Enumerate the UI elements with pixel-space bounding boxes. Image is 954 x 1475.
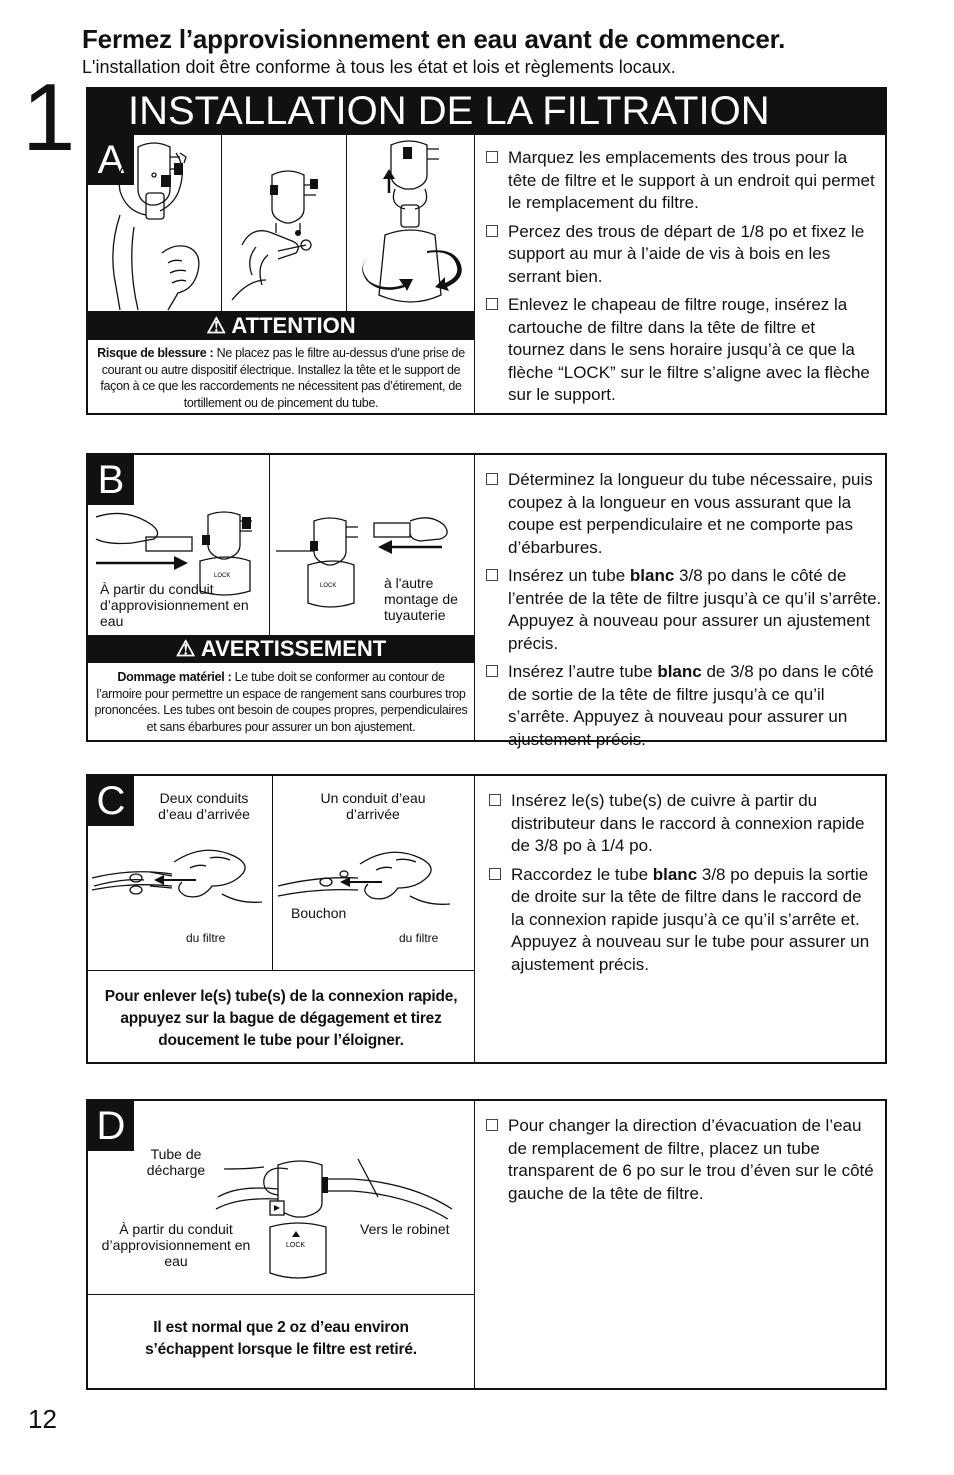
section-b-letter: B — [88, 455, 134, 505]
list-item: Insérez le(s) tube(s) de cuivre à partir du distributeur dans le raccord à connexion rapide de 3/8 po à 1/4 po. — [489, 790, 879, 858]
section-a-panel — [86, 133, 887, 415]
section-b-warning-bar: ⚠ AVERTISSEMENT — [88, 635, 474, 663]
illustration-two-tubes — [90, 852, 270, 942]
list-item: Insérez l’autre tube blanc de 3/8 po dans le côté de sortie de la tête de filtre jusqu’à ce qu’il s’arrête. Appuyez à nouveau pour assurer un ajustement précis. — [486, 661, 882, 751]
section-c-steps — [489, 790, 879, 982]
checkbox[interactable] — [486, 225, 498, 237]
label-supply: À partir du conduit d’approvisionnement en eau — [101, 1221, 251, 1269]
list-item: Marquez les emplacements des trous pour la tête de filtre et le support à un endroit qui permet le remplacement du filtre. — [486, 147, 876, 215]
label-plug: Bouchon — [291, 905, 347, 921]
step-number: 1 — [22, 64, 76, 171]
illustration-one-tube — [276, 852, 466, 942]
list-item: Enlevez le chapeau de filtre rouge, insérez la cartouche de filtre dans la tête de filtre et tournez dans le sens horaire jusqu’à ce que la flèche “LOCK” sur le filtre s’aligne avec la flèche sur le support. — [486, 294, 876, 407]
illustration-insert-cartridge — [347, 135, 474, 310]
section-d-note: Il est normal que 2 oz d’eau environ s’échappent lorsque le filtre est retiré. — [145, 1319, 417, 1358]
warning-triangle-icon: ⚠ — [175, 636, 201, 661]
checkbox[interactable] — [486, 665, 498, 677]
warning-triangle-icon: ⚠ — [206, 313, 232, 338]
section-d-panel — [86, 1099, 887, 1390]
section-a-warning-text: Risque de blessure : Ne placez pas le filtre au-dessus d’une prise de courant ou autre dispositif électrique. Installez la tête et le support de façon à ce que les raccordements ne nécessitent pas d’étirement, de tortillement ou de pincement du tube. — [97, 346, 465, 410]
section-a-letter: A — [88, 135, 134, 185]
lock-label: LOCK — [214, 573, 231, 579]
list-item: Pour changer la direction d’évacuation de l’eau de remplacement de filtre, placez un tube transparent de 6 po sur le trou d’éven sur le côté gauche de la tête de filtre. — [486, 1115, 876, 1205]
checkbox[interactable] — [486, 569, 498, 581]
checkbox[interactable] — [489, 794, 501, 806]
section-banner: INSTALLATION DE LA FILTRATION — [86, 87, 887, 135]
section-a-warning-bar: ⚠ ATTENTION — [88, 312, 474, 340]
list-item: Insérez un tube blanc 3/8 po dans le côté de l’entrée de la tête de filtre jusqu’à ce qu’il s’arrête. Appuyez à nouveau pour assurer un ajustement précis. — [486, 565, 882, 655]
lock-label: LOCK — [320, 583, 337, 589]
page-number: 12 — [28, 1404, 57, 1434]
list-item: Déterminez la longueur du tube nécessaire, puis coupez à la longueur en vous assurant que la coupe est perpendiculaire et ne comporte pas d’ébarbures. — [486, 469, 882, 559]
label-from-filter-left: du filtre — [186, 931, 226, 945]
label-to-faucet: Vers le robinet — [360, 1221, 450, 1237]
caption-other-fitting: à l'autre montage de tuyauterie — [384, 575, 458, 623]
illustration-drill-holes — [222, 135, 347, 310]
caption-two-lines: Deux conduits d’eau d’arrivée — [158, 790, 250, 822]
section-c-panel — [86, 774, 887, 1064]
section-a-steps — [486, 147, 876, 413]
checkbox[interactable] — [486, 473, 498, 485]
page-subtitle: L'installation doit être conforme à tous les état et lois et règlements locaux. — [82, 57, 676, 77]
page-title: Fermez l’approvisionnement en eau avant de commencer. — [82, 24, 786, 54]
illustration-drain-tube — [208, 1141, 468, 1291]
section-c-note: Pour enlever le(s) tube(s) de la connexion rapide, appuyez sur la bague de dégagement et tirez doucement le tube pour l’éloigner. — [104, 988, 458, 1049]
caption-one-line: Un conduit d’eau d’arrivée — [320, 790, 426, 822]
list-item: Raccordez le tube blanc 3/8 po depuis la sortie de droite sur la tête de filtre dans le raccord de la connexion rapide jusqu’à ce qu’il s’arrête et. Appuyez à nouveau sur le tube pour assurer un ajustement précis. — [489, 864, 879, 977]
checkbox[interactable] — [486, 298, 498, 310]
lock-label: LOCK — [286, 1242, 306, 1249]
section-b-warning-text: Dommage matériel : Le tube doit se conformer au contour de l’armoire pour permettre un espace de rangement sans courbures trop prononcées. Les tubes ont besoin de coupes propres, perpendiculaires et sans ébarbures pour assurer un bon ajustement. — [94, 670, 468, 734]
section-d-steps — [486, 1115, 876, 1211]
list-item: Percez des trous de départ de 1/8 po et fixez le support au mur à l’aide de vis à bois en les serrant bien. — [486, 221, 876, 289]
section-c-letter: C — [88, 776, 134, 826]
section-d-letter: D — [88, 1101, 134, 1151]
checkbox[interactable] — [486, 1119, 498, 1131]
checkbox[interactable] — [486, 151, 498, 163]
section-b-panel — [86, 453, 887, 749]
caption-supply: À partir du conduit d’approvisionnement en eau — [100, 581, 249, 629]
label-from-filter-right: du filtre — [399, 931, 439, 945]
label-discharge-tube: Tube de décharge — [146, 1146, 206, 1178]
section-b-steps — [486, 469, 882, 757]
checkbox[interactable] — [489, 868, 501, 880]
illustration-mark-holes — [90, 135, 220, 310]
